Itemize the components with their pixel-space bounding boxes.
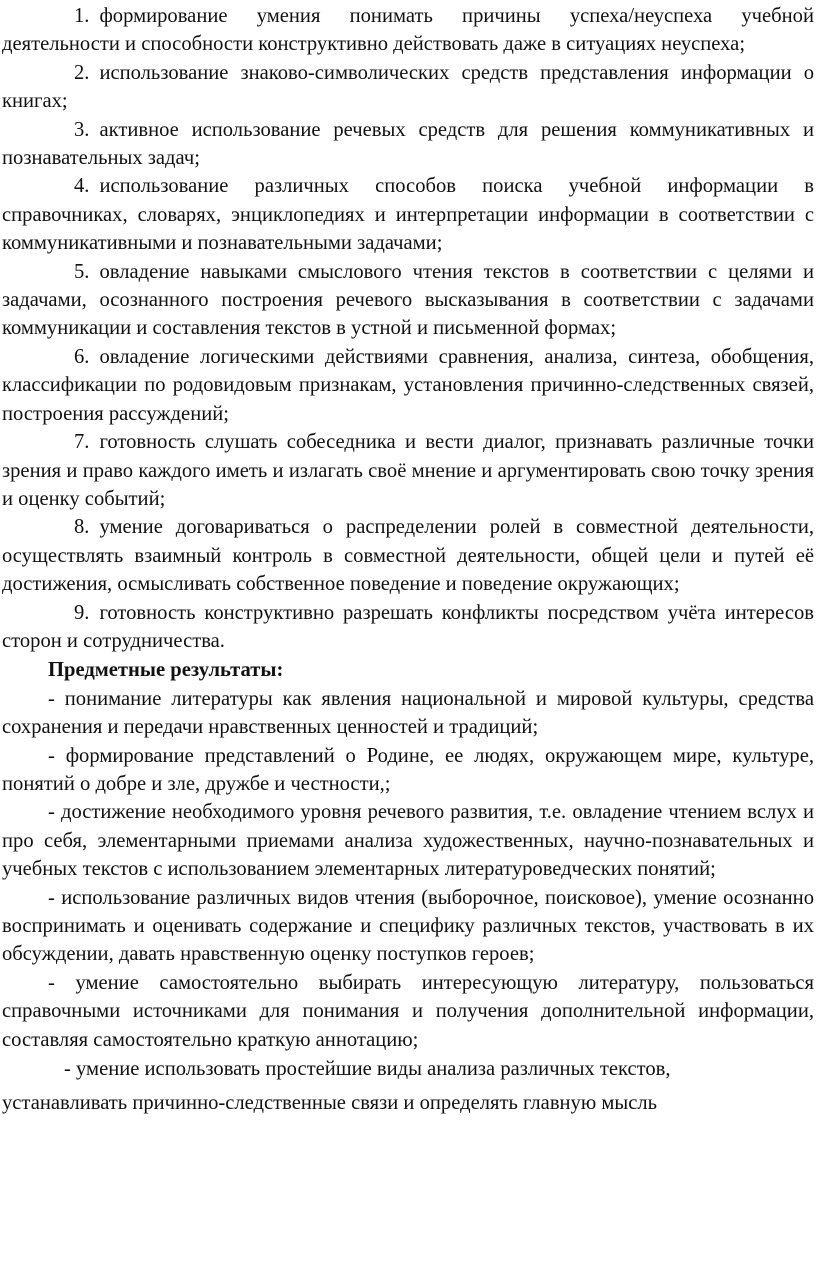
- list-item: [2, 343, 814, 428]
- list-item: [2, 599, 814, 656]
- list-item: [2, 258, 814, 343]
- item-number: 9.: [74, 601, 90, 624]
- list-item: [2, 428, 814, 513]
- item-text: готовность конструктивно разрешать конфликты посредством учёта интересов сторон и сотрудничества.: [2, 601, 814, 652]
- result-item: - умение самостоятельно выбирать интересующую литературу, пользоваться справочными источниками для понимания и получения дополнительной информации, составляя самостоятельно краткую аннотацию;: [2, 971, 814, 1051]
- item-number: 1.: [74, 5, 90, 27]
- list-item: [2, 513, 814, 598]
- item-text: использование знаково-символических средств представления информации о книгах;: [2, 61, 814, 113]
- item-text: овладение навыками смыслового чтения текстов в соответствии с целями и задачами, осознанного построения речевого высказывания в соответствии с задачами коммуникации и составления текстов в устной и письменной формах;: [2, 260, 814, 340]
- item-number: 3.: [74, 118, 90, 141]
- list-item: [2, 116, 814, 173]
- result-item: - умение использовать простейшие виды анализа различных текстов,: [64, 1058, 671, 1081]
- list-item: [2, 59, 814, 116]
- item-number: 8.: [74, 516, 90, 539]
- result-item: - формирование представлений о Родине, ее людях, окружающем мире, культуре, понятий о добре и зле, дружбе и честности,;: [2, 744, 814, 795]
- item-text: активное использование речевых средств для решения коммуникативных и познавательных задач;: [2, 118, 814, 170]
- item-number: 6.: [74, 345, 90, 368]
- meta-results-list: [2, 2, 814, 655]
- section-heading: Предметные результаты:: [48, 659, 284, 682]
- item-text: использование различных способов поиска учебной информации в справочниках, словарях, энциклопедиях и интерпретации информации в соответствии с коммуникативными и познавательными задачами;: [2, 175, 814, 255]
- item-number: 7.: [74, 431, 90, 454]
- item-text: формирование умения понимать причины успеха/неуспеха учебной деятельности и способности конструктивно действовать даже в ситуациях неуспеха;: [2, 5, 814, 56]
- result-item: - использование различных видов чтения (выборочное, поисковое), умение осознанно воспринимать и оценивать содержание и специфику различных текстов, участвовать в их обсуждении, давать нравственную оценку поступков героев;: [2, 886, 814, 966]
- list-item: [2, 172, 814, 257]
- item-text: умение договариваться о распределении ролей в совместной деятельности, осуществлять взаимный контроль в совместной деятельности, общей цели и путей её достижения, осмысливать собственное поведение и поведение окружающих;: [2, 516, 814, 596]
- item-number: 5.: [74, 260, 90, 283]
- item-number: 2.: [74, 61, 90, 84]
- item-text: овладение логическими действиями сравнения, анализа, синтеза, обобщения, классификации по родовидовым признакам, установления причинно-следственных связей, построения рассуждений;: [2, 345, 814, 425]
- item-number: 4.: [74, 175, 90, 198]
- subject-results-list: [2, 685, 814, 1118]
- result-item-continuation: устанавливать причинно-следственные связи и определять главную мысль: [2, 1092, 658, 1115]
- list-item: [2, 2, 814, 59]
- result-item: - понимание литературы как явления национальной и мировой культуры, средства сохранения и передачи нравственных ценностей и традиций;: [2, 687, 814, 739]
- item-text: готовность слушать собеседника и вести диалог, признавать различные точки зрения и право каждого иметь и излагать своё мнение и аргументировать свою точку зрения и оценку событий;: [2, 431, 814, 510]
- result-item: - достижение необходимого уровня речевого развития, т.е. овладение чтением вслух и про себя, элементарными приемами анализа художественных, научно-познавательных и учебных текстов с использованием элементарных литературоведческих понятий;: [2, 801, 814, 881]
